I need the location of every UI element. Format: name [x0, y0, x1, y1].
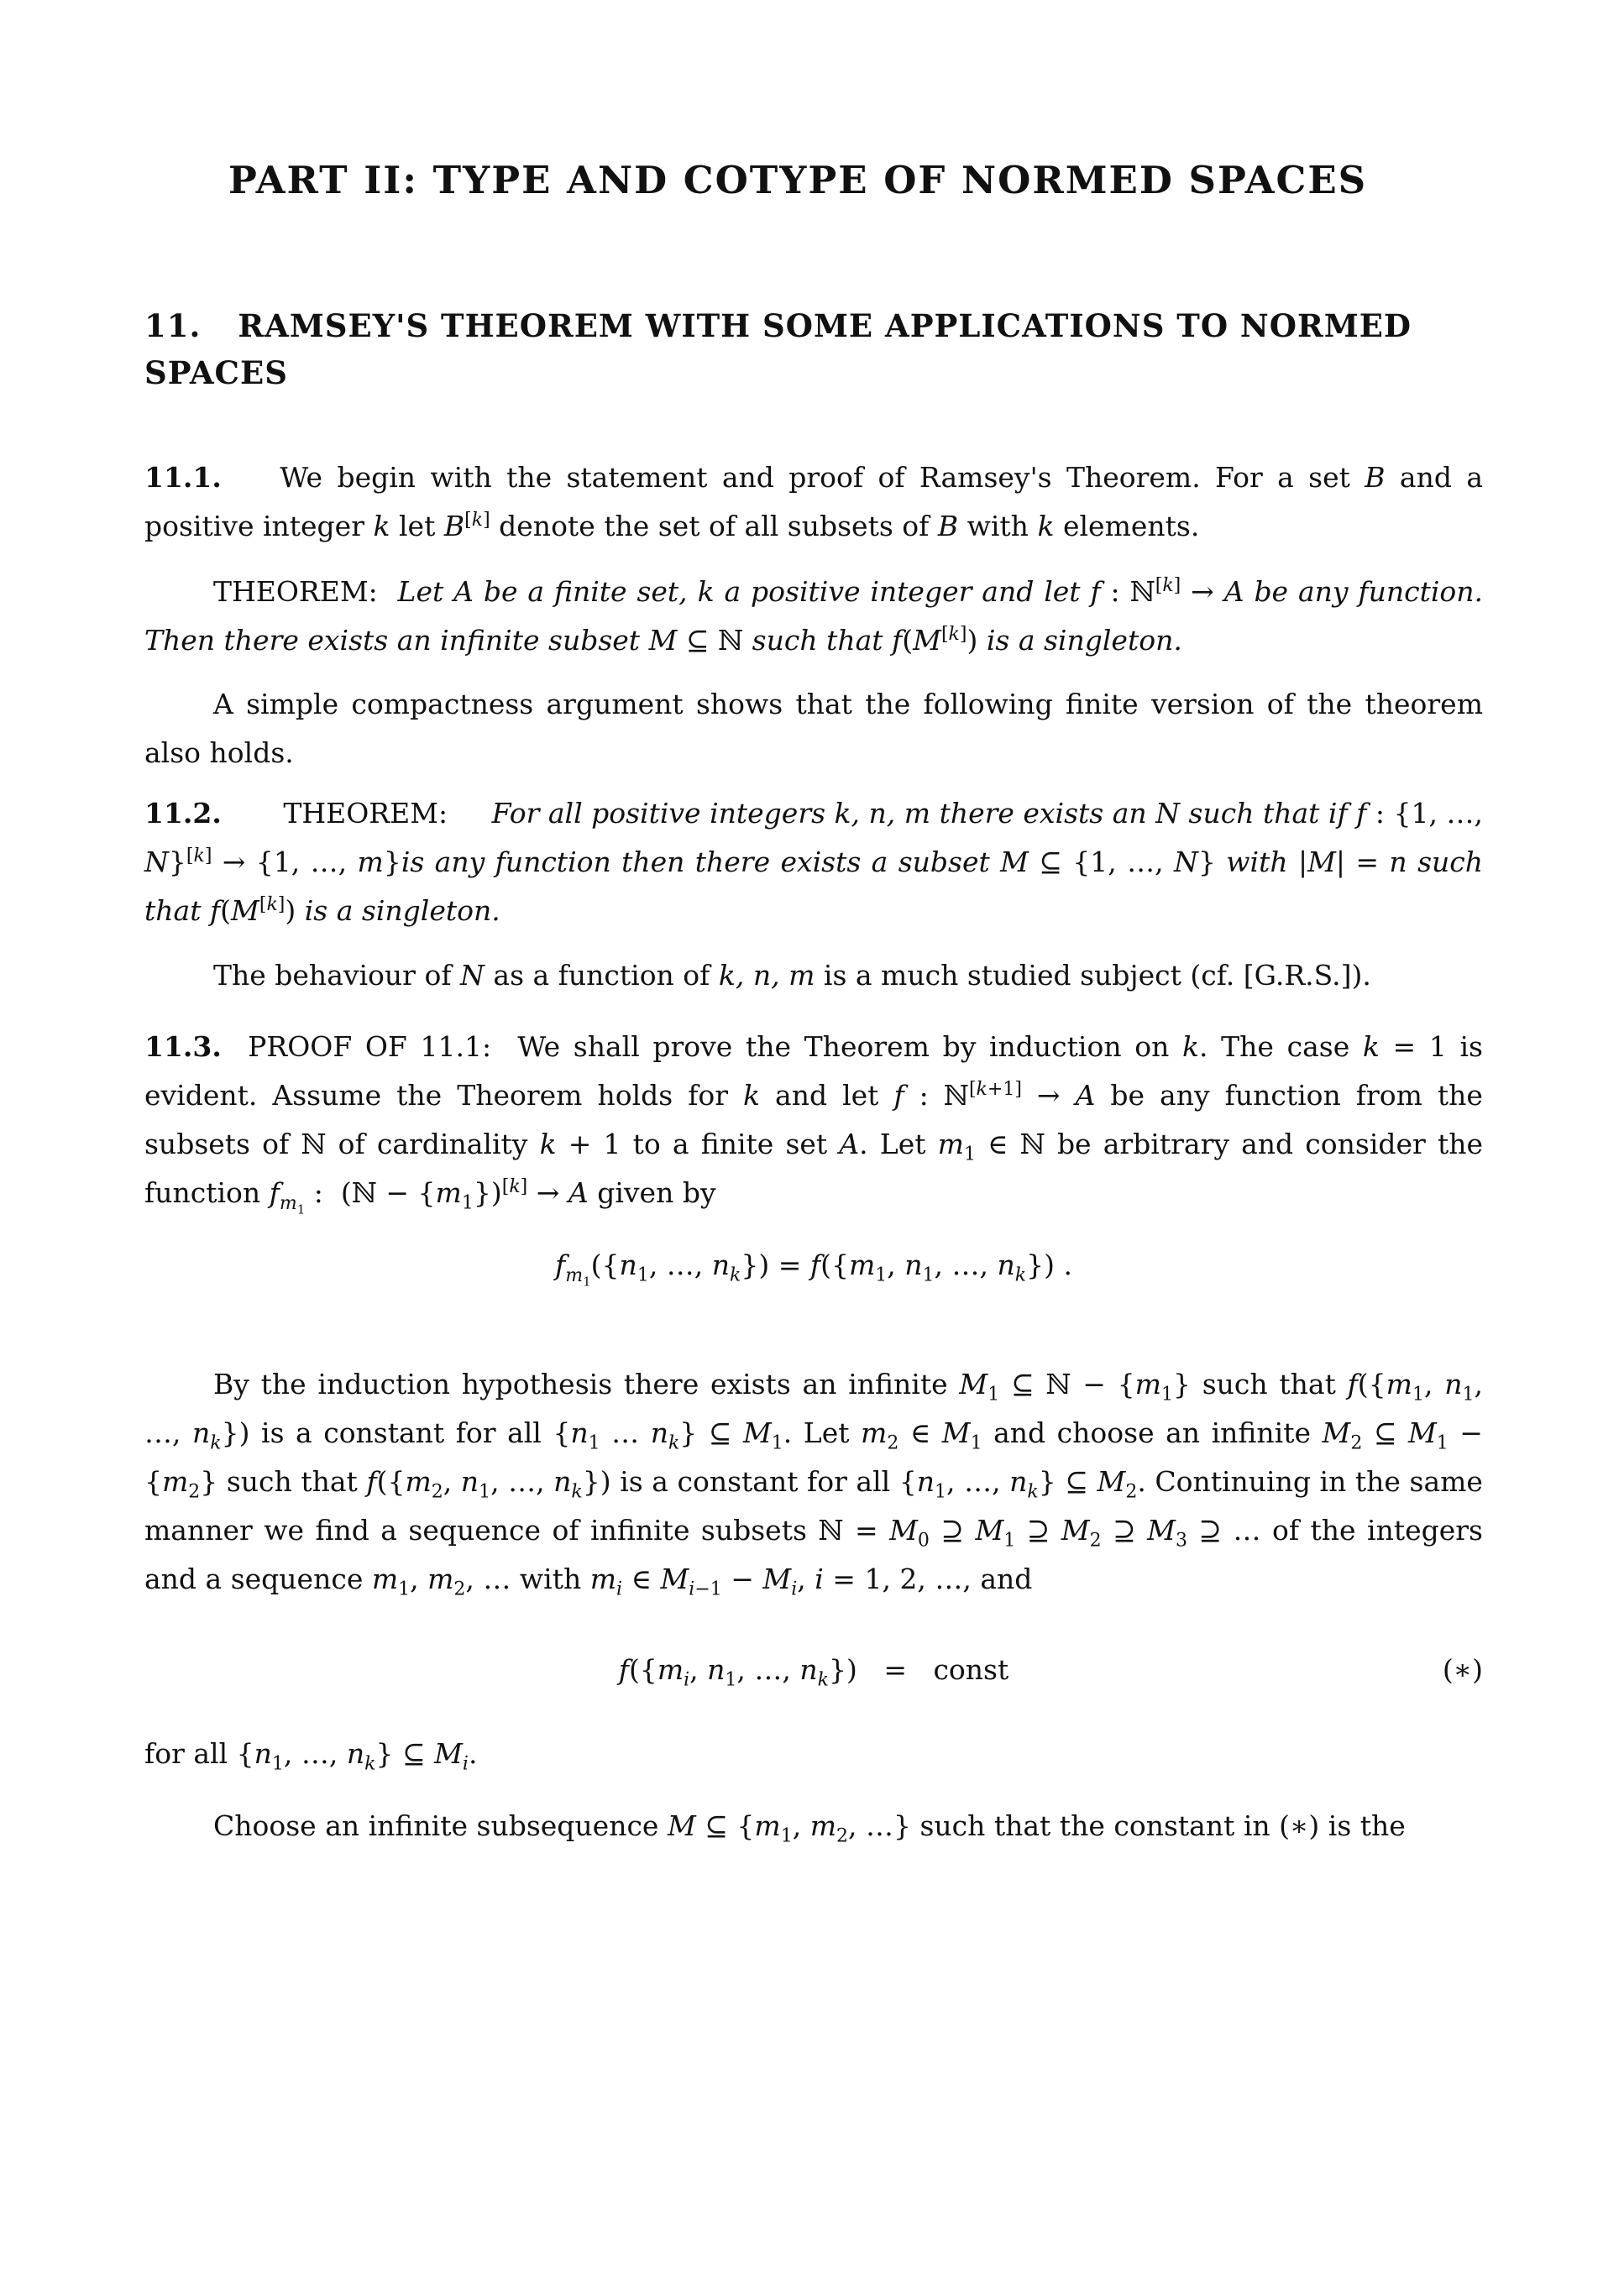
- text: such that: [226, 1465, 358, 1498]
- text: given by: [597, 1176, 716, 1209]
- math: B: [1365, 461, 1386, 494]
- text: there exists an: [939, 797, 1147, 830]
- paragraph-compactness: A simple compactness argument shows that the following finite version of the theorem also holds.: [144, 688, 1483, 769]
- equation-tag: (∗): [1442, 1653, 1483, 1686]
- text: By the induction hypothesis there exists an infinite: [213, 1368, 948, 1400]
- proof-11-3: 11.3. PROOF OF 11.1: We shall prove the Theorem by induction on k. The case k = 1 is evident. Assume the Theorem holds for k and let f : ℕ[k+1] → A be any function from the subsets of ℕ of cardinality k + 1 to a finite set A. Let $m_1$ ∈ ℕ be arbitrary and consider the function $f_{m_1}$ : (ℕ − $\{m_1\})[k] \to A$ given by: [144, 1030, 1484, 1217]
- text: The case: [1221, 1030, 1350, 1063]
- paragraph-induction: By the induction hypothesis there exists an infinite $M_1$ ⊆ ℕ − $\{m_1\}$ such that $f(\{m_1$, $n_1$, …, $n_k$}) is a constant for all {$n_1$ … $n_k$} ⊆ $M_1$. Let $m_2$ ∈ $M_1$ and choose an infinite $M_2$ ⊆ $M_1 - \{m_2\}$ such that $f(\{m_2$, $n_1$, …, $n_k$}) is a constant for all {$n_1$, …, $n_k$} ⊆ $M_2$. Continuing in the same manner we find a sequence of infinite subsets ℕ = $M_0$ ⊇ $M_1$ ⊇ $M_2$ ⊇ $M_3$ ⊇ … of the integers and a sequence $m_1$, $m_2$, … with $m_i$ ∈ $M_{i-1} - M_i$, i = 1, 2, …, and: [144, 1368, 1483, 1600]
- part-title: PART II: TYPE AND COTYPE OF NORMED SPACES: [228, 158, 1368, 202]
- math: M: [1000, 845, 1029, 878]
- theorem-11-1: THEOREM: Let A be a finite set, k a positive integer and let f : ℕ[k] → A be any function. Then there exists an infinite subset M ⊆ ℕ such that f(M[k]) is a singleton.: [144, 575, 1484, 657]
- proof-label: PROOF OF 11.1:: [248, 1030, 492, 1063]
- text: be any function. Then there exists an infinite subset: [144, 575, 1484, 657]
- math: M: [648, 624, 678, 657]
- text: and a positive integer: [144, 461, 1484, 542]
- text: is a singleton.: [986, 624, 1182, 657]
- text: Let: [803, 1416, 850, 1449]
- text: and: [980, 1563, 1033, 1595]
- math: N: [1155, 797, 1181, 830]
- math: k: [1037, 510, 1055, 542]
- math: f: [892, 624, 903, 657]
- equation-star: $f(\{m_i$, $n_1$, …, $n_k$}) = const: [618, 1653, 1009, 1691]
- text: is any function then there exists a subset: [401, 845, 990, 878]
- math: k: [373, 510, 390, 542]
- text: and choose an infinite: [993, 1416, 1311, 1449]
- text: is a much studied subject (cf. [G.R.S.]).: [823, 959, 1371, 992]
- text: such that if: [1188, 797, 1348, 830]
- paragraph-behaviour: [144, 951, 1483, 1000]
- text: For all positive integers: [491, 797, 826, 830]
- text: such that: [1202, 1368, 1336, 1400]
- math: k, n, m: [718, 959, 815, 992]
- text: elements.: [1062, 510, 1200, 542]
- math: k: [1182, 1030, 1200, 1063]
- equation-fm1: $f_{m_1}(\{n_1$, …, $n_k\}) = f(\{m_1$, $n_1$, …, $n_k$}) .: [555, 1249, 1072, 1289]
- text: is a constant for all: [620, 1465, 891, 1498]
- text: of cardinality: [338, 1128, 528, 1160]
- text: such that the constant in (∗) is the: [919, 1809, 1406, 1842]
- label-11-3: 11.3.: [144, 1030, 222, 1063]
- text: be arbitrary and consider the function: [144, 1128, 1484, 1209]
- text: Continuing in the same manner we find a sequence of infinite subsets: [144, 1465, 1483, 1547]
- text: and let: [775, 1079, 879, 1112]
- text: let: [399, 510, 436, 542]
- section-title: RAMSEY'S THEOREM WITH SOME APPLICATIONS TO NORMED SPACES: [144, 307, 1412, 391]
- text: with: [1226, 845, 1288, 878]
- math: A: [453, 575, 474, 608]
- theorem-label: THEOREM:: [283, 797, 448, 830]
- math: k: [697, 575, 715, 608]
- paragraph-choose: Choose an infinite subsequence M ⊆ {$m_1$, $m_2$, …} such that the constant in (∗) is the: [213, 1809, 1406, 1847]
- text: be any function from the subsets of: [144, 1079, 1483, 1160]
- math: f: [1090, 575, 1101, 608]
- text: a positive integer and let: [724, 575, 1081, 608]
- section-heading: [144, 302, 1483, 396]
- text: with: [519, 1563, 582, 1595]
- text: We begin with the statement and proof of Ramsey's Theorem. For a set: [280, 461, 1350, 494]
- paragraph-for-all: for all {$n_1$, …, $n_k$} ⊆ $M_i$.: [144, 1737, 478, 1775]
- text: with: [967, 510, 1029, 542]
- text: Choose an infinite subsequence: [213, 1809, 659, 1842]
- math: B[k]: [443, 510, 490, 542]
- text: is a constant for all: [261, 1416, 542, 1449]
- text: as a function of: [493, 959, 710, 992]
- label-11-2: 11.2.: [144, 797, 222, 830]
- theorem-11-2: 11.2. THEOREM: For all positive integers k, n, m there exists an N such that if f : {1, …, N}[k] → {1, …, m}is any function then there exists a subset M ⊆ {1, …, N} with |M| = n such that f(M[k]) is a singleton.: [144, 797, 1483, 927]
- math: k, n, m: [834, 797, 931, 830]
- const-text: const: [933, 1653, 1009, 1686]
- text: The behaviour of: [213, 959, 452, 992]
- math: B: [937, 510, 959, 542]
- text: Let: [879, 1128, 926, 1160]
- section-number: 11.: [144, 307, 202, 344]
- text: be a finite set,: [483, 575, 688, 608]
- text: is evident. Assume the Theorem holds for: [144, 1030, 1483, 1112]
- math: f: [1356, 797, 1367, 830]
- math: N: [460, 959, 485, 992]
- paragraph-11-1: [144, 453, 1483, 551]
- text: is a singleton.: [304, 894, 500, 927]
- text: We shall prove the Theorem by induction on: [517, 1030, 1170, 1063]
- theorem-label: THEOREM:: [213, 575, 378, 608]
- text: for all: [144, 1737, 228, 1770]
- text: such that: [144, 845, 1483, 927]
- text: of the integers and a sequence: [144, 1514, 1483, 1595]
- text: Let: [397, 575, 444, 608]
- text: such that: [752, 624, 883, 657]
- label-11-1: 11.1.: [144, 461, 222, 494]
- text: denote the set of all subsets of: [499, 510, 930, 542]
- text: to a finite set: [632, 1128, 828, 1160]
